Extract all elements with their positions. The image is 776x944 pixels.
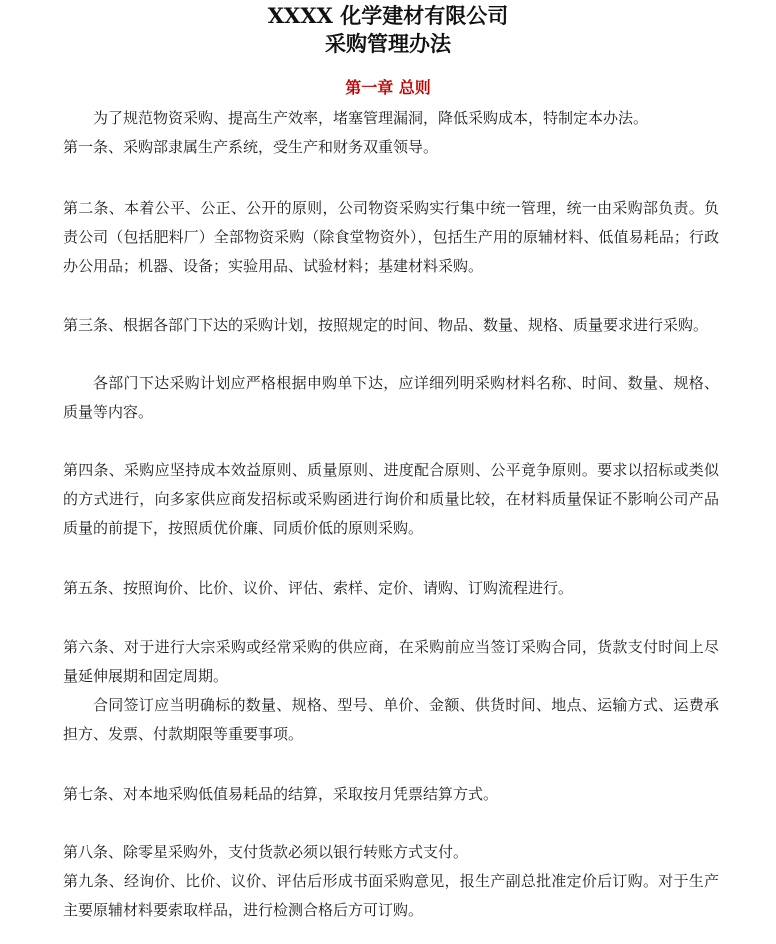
article-8-paragraph: 第八条、除零星采购外，支付货款必须以银行转账方式支付。 [63,843,469,861]
article-6-detail-paragraph: 合同签订应当明确标的数量、规格、型号、单价、金额、供货时间、地点、运输方式、运费承担方、发票、付款期限等重要事项。 [63,696,719,743]
article-5-paragraph: 第五条、按照询价、比价、议价、评估、索样、定价、请购、订购流程进行。 [63,579,574,597]
preamble-paragraph: 为了规范物资采购、提高生产效率，堵塞管理漏洞，降低采购成本，特制定本办法。 [93,109,649,127]
company-title: XXXX 化学建材有限公司 [267,3,509,28]
document-subtitle: 采购管理办法 [325,31,451,56]
article-3-paragraph: 第三条、根据各部门下达的采购计划，按照规定的时间、物品、数量、规格、质量要求进行采购。 [63,316,709,334]
article-3-detail-paragraph: 各部门下达采购计划应严格根据申购单下达，应详细列明采购材料名称、时间、数量、规格、质量等内容。 [63,374,719,421]
chapter-heading: 第一章 总则 [345,78,431,97]
article-6-paragraph: 第六条、对于进行大宗采购或经常采购的供应商，在采购前应当签订采购合同，货款支付时间上尽量延伸展期和固定周期。 [63,638,719,685]
article-2-paragraph: 第二条、本着公平、公正、公开的原则，公司物资采购实行集中统一管理，统一由采购部负责。负责公司（包括肥料厂）全部物资采购（除食堂物资外），包括生产用的原辅材料、低值易耗品；行政办公用品；机器、设备；实验用品、试验材料；基建材料采购。 [63,199,719,275]
article-7-paragraph: 第七条、对本地采购低值易耗品的结算，采取按月凭票结算方式。 [63,785,499,803]
article-1-paragraph: 第一条、采购部隶属生产系统，受生产和财务双重领导。 [63,138,439,156]
article-4-paragraph: 第四条、采购应坚持成本效益原则、质量原则、进度配合原则、公平竟争原则。要求以招标或类似的方式进行，向多家供应商发招标或采购函进行询价和质量比较，在材料质量保证不影响公司产品质量的前提下，按照质优价廉、同质价低的原则采购。 [63,461,719,537]
article-9-paragraph: 第九条、经询价、比价、议价、评估后形成书面采购意见，报生产副总批准定价后订购。对于生产主要原辅材料要索取样品，进行检测合格后方可订购。 [63,872,719,919]
